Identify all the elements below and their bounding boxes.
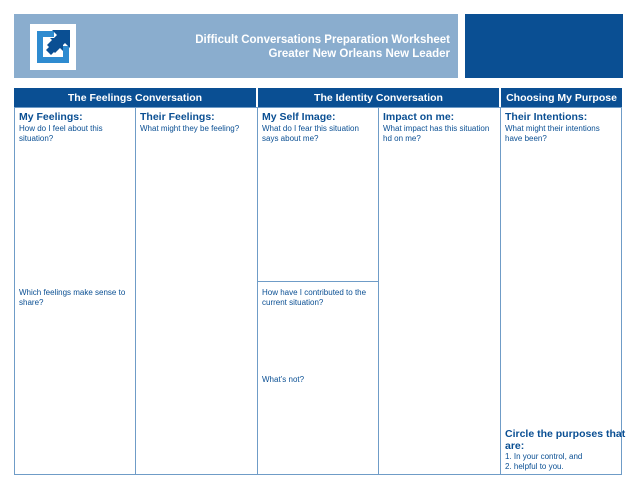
prompt-line: current situation? [262, 298, 324, 307]
their-feelings-title: Their Feelings: [140, 111, 215, 123]
prompt-line: What do I fear this situation [262, 124, 359, 133]
prompt-line: What might their intentions [505, 124, 600, 133]
purposes-list [505, 452, 582, 472]
list-item: 1. In your control, and [505, 452, 583, 461]
feelings-conversation-header: The Feelings Conversation [14, 88, 256, 107]
grid-divider [257, 107, 258, 475]
prompt-line: What impact has this situation [383, 124, 490, 133]
purposes-title [505, 428, 625, 452]
identity-conversation-header: The Identity Conversation [258, 88, 499, 107]
prompt-line: share? [19, 298, 44, 307]
self-image-divider [258, 281, 379, 282]
arrow-box-logo-icon [30, 24, 76, 70]
self-image-title: My Self Image: [262, 111, 336, 123]
grid-divider [500, 107, 501, 475]
prompt-line: How have I contributed to the [262, 288, 367, 297]
share-feelings-prompt [19, 288, 125, 308]
prompt-line: Which feelings make sense to [19, 288, 126, 297]
my-feelings-prompt [19, 124, 103, 144]
prompt-line: says about me? [262, 134, 319, 143]
title-line: are: [505, 440, 525, 452]
contribution-prompt [262, 288, 366, 308]
intentions-title: Their Intentions: [505, 111, 588, 123]
title-line-sub: Greater New Orleans New Leader [268, 48, 450, 60]
impact-prompt [383, 124, 489, 144]
prompt-line: How do I feel about this [19, 124, 103, 133]
prompt-line: hd on me? [383, 134, 421, 143]
choosing-purpose-header: Choosing My Purpose [501, 88, 622, 107]
their-feelings-prompt: What might they be feeling? [140, 124, 240, 133]
self-image-prompt [262, 124, 359, 144]
prompt-line: situation? [19, 134, 54, 143]
prompt-line: have been? [505, 134, 547, 143]
my-feelings-title: My Feelings: [19, 111, 83, 123]
list-item: 2. helpful to you. [505, 462, 564, 471]
whats-not-prompt: What’s not? [262, 375, 305, 384]
grid-divider [378, 107, 379, 475]
title-line: Circle the purposes that [505, 428, 626, 440]
intentions-prompt [505, 124, 600, 144]
grid-divider [135, 107, 136, 475]
title-line-main: Difficult Conversations Preparation Worksheet [195, 34, 450, 46]
impact-title: Impact on me: [383, 111, 455, 123]
worksheet-title [195, 33, 450, 61]
header-accent-block [465, 14, 623, 78]
